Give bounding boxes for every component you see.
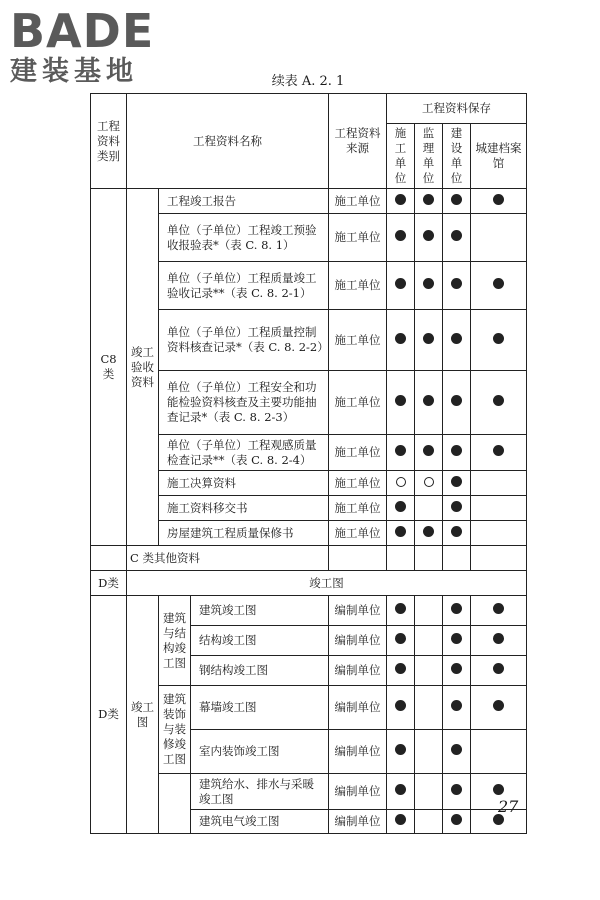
storage-mark-cell bbox=[387, 626, 415, 656]
item-name: 单位（子单位）工程质量控制资料核查记录*（表 C. 8. 2-2） bbox=[159, 310, 329, 371]
storage-mark-cell bbox=[443, 521, 471, 546]
subgroup-cell: 建筑装饰与装修竣工图 bbox=[159, 686, 191, 774]
group-cell: 竣工验收资料 bbox=[127, 189, 159, 546]
item-source: 施工单位 bbox=[329, 371, 387, 435]
empty-cell bbox=[443, 546, 471, 571]
header-storage: 工程资料保存 bbox=[387, 94, 527, 124]
subgroup-cell bbox=[159, 774, 191, 834]
open-circle-icon bbox=[396, 477, 406, 487]
page-number: 27 bbox=[498, 797, 519, 816]
empty-cell bbox=[329, 546, 387, 571]
storage-mark-cell bbox=[387, 656, 415, 686]
storage-mark-cell bbox=[387, 496, 415, 521]
document-table bbox=[90, 93, 527, 834]
storage-mark-cell bbox=[415, 596, 443, 626]
empty-cell bbox=[415, 546, 443, 571]
filled-dot-icon bbox=[423, 395, 434, 406]
storage-mark-cell bbox=[471, 656, 527, 686]
storage-mark-cell bbox=[387, 310, 415, 371]
storage-mark-cell bbox=[471, 626, 527, 656]
storage-mark-cell bbox=[471, 435, 527, 471]
storage-mark-cell bbox=[415, 810, 443, 834]
item-name: 钢结构竣工图 bbox=[191, 656, 329, 686]
item-name: 房屋建筑工程质量保修书 bbox=[159, 521, 329, 546]
filled-dot-icon bbox=[395, 501, 406, 512]
logo-subtitle: 建装基地 bbox=[10, 56, 138, 87]
item-source: 施工单位 bbox=[329, 189, 387, 214]
filled-dot-icon bbox=[451, 501, 462, 512]
filled-dot-icon bbox=[493, 603, 504, 614]
item-source: 编制单位 bbox=[329, 810, 387, 834]
storage-mark-cell bbox=[387, 521, 415, 546]
filled-dot-icon bbox=[493, 333, 504, 344]
filled-dot-icon bbox=[451, 744, 462, 755]
storage-mark-cell bbox=[415, 626, 443, 656]
item-source: 编制单位 bbox=[329, 656, 387, 686]
section-title: 竣工图 bbox=[127, 571, 527, 596]
category-cell: D类 bbox=[91, 596, 127, 834]
storage-mark-cell bbox=[443, 471, 471, 496]
item-name: 建筑给水、排水与采暖竣工图 bbox=[191, 774, 329, 810]
storage-mark-cell bbox=[415, 521, 443, 546]
storage-mark-cell bbox=[415, 262, 443, 310]
table-row bbox=[91, 596, 527, 626]
item-name: 结构竣工图 bbox=[191, 626, 329, 656]
header-unit: 施工单位 bbox=[387, 124, 415, 189]
filled-dot-icon bbox=[451, 663, 462, 674]
storage-mark-cell bbox=[443, 214, 471, 262]
storage-mark-cell bbox=[471, 371, 527, 435]
storage-mark-cell bbox=[443, 774, 471, 810]
storage-mark-cell bbox=[471, 214, 527, 262]
storage-mark-cell bbox=[443, 730, 471, 774]
header-name: 工程资料名称 bbox=[127, 94, 329, 189]
storage-mark-cell bbox=[387, 774, 415, 810]
item-name: 施工资料移交书 bbox=[159, 496, 329, 521]
filled-dot-icon bbox=[451, 278, 462, 289]
item-source: 施工单位 bbox=[329, 496, 387, 521]
filled-dot-icon bbox=[451, 476, 462, 487]
filled-dot-icon bbox=[451, 633, 462, 644]
filled-dot-icon bbox=[451, 395, 462, 406]
storage-mark-cell bbox=[443, 626, 471, 656]
filled-dot-icon bbox=[395, 278, 406, 289]
header-unit: 建设单位 bbox=[443, 124, 471, 189]
filled-dot-icon bbox=[493, 700, 504, 711]
storage-mark-cell bbox=[471, 730, 527, 774]
storage-mark-cell bbox=[443, 262, 471, 310]
storage-mark-cell bbox=[387, 471, 415, 496]
item-name: 施工决算资料 bbox=[159, 471, 329, 496]
storage-mark-cell bbox=[415, 214, 443, 262]
filled-dot-icon bbox=[423, 445, 434, 456]
c-other-label: C 类其他资料 bbox=[127, 546, 329, 571]
storage-mark-cell bbox=[387, 810, 415, 834]
category-cell: C8 类 bbox=[91, 189, 127, 546]
filled-dot-icon bbox=[493, 633, 504, 644]
storage-mark-cell bbox=[415, 774, 443, 810]
storage-mark-cell bbox=[471, 596, 527, 626]
item-source: 施工单位 bbox=[329, 214, 387, 262]
storage-mark-cell bbox=[443, 656, 471, 686]
storage-mark-cell bbox=[415, 189, 443, 214]
category-cell: D类 bbox=[91, 571, 127, 596]
storage-mark-cell bbox=[415, 471, 443, 496]
storage-mark-cell bbox=[415, 371, 443, 435]
storage-mark-cell bbox=[471, 471, 527, 496]
empty-cell bbox=[91, 546, 127, 571]
filled-dot-icon bbox=[423, 333, 434, 344]
filled-dot-icon bbox=[395, 744, 406, 755]
storage-mark-cell bbox=[471, 496, 527, 521]
filled-dot-icon bbox=[451, 814, 462, 825]
item-name: 建筑竣工图 bbox=[191, 596, 329, 626]
storage-mark-cell bbox=[387, 686, 415, 730]
storage-mark-cell bbox=[443, 371, 471, 435]
storage-mark-cell bbox=[471, 310, 527, 371]
storage-mark-cell bbox=[415, 730, 443, 774]
filled-dot-icon bbox=[395, 603, 406, 614]
filled-dot-icon bbox=[423, 278, 434, 289]
header-unit: 城建档案馆 bbox=[471, 124, 527, 189]
item-name: 工程竣工报告 bbox=[159, 189, 329, 214]
empty-cell bbox=[471, 546, 527, 571]
logo-brand: BADE bbox=[10, 4, 155, 58]
storage-mark-cell bbox=[387, 596, 415, 626]
filled-dot-icon bbox=[451, 526, 462, 537]
storage-mark-cell bbox=[387, 371, 415, 435]
filled-dot-icon bbox=[395, 333, 406, 344]
storage-mark-cell bbox=[387, 730, 415, 774]
subgroup-cell: 建筑与结构竣工图 bbox=[159, 596, 191, 686]
filled-dot-icon bbox=[395, 663, 406, 674]
group-cell: 竣工图 bbox=[127, 596, 159, 834]
item-name: 单位（子单位）工程观感质量检查记录**（表 C. 8. 2-4） bbox=[159, 435, 329, 471]
storage-mark-cell bbox=[471, 686, 527, 730]
filled-dot-icon bbox=[395, 784, 406, 795]
storage-mark-cell bbox=[443, 596, 471, 626]
item-source: 施工单位 bbox=[329, 310, 387, 371]
storage-mark-cell bbox=[415, 310, 443, 371]
item-source: 施工单位 bbox=[329, 262, 387, 310]
storage-mark-cell bbox=[471, 521, 527, 546]
storage-mark-cell bbox=[415, 686, 443, 730]
table-row bbox=[91, 189, 527, 214]
storage-mark-cell bbox=[415, 656, 443, 686]
item-source: 编制单位 bbox=[329, 626, 387, 656]
storage-mark-cell bbox=[387, 435, 415, 471]
item-name: 建筑电气竣工图 bbox=[191, 810, 329, 834]
filled-dot-icon bbox=[493, 663, 504, 674]
empty-cell bbox=[387, 546, 415, 571]
filled-dot-icon bbox=[395, 445, 406, 456]
storage-mark-cell bbox=[415, 435, 443, 471]
filled-dot-icon bbox=[451, 194, 462, 205]
header-source: 工程资料来源 bbox=[329, 94, 387, 189]
item-source: 施工单位 bbox=[329, 435, 387, 471]
filled-dot-icon bbox=[395, 230, 406, 241]
storage-mark-cell bbox=[471, 189, 527, 214]
filled-dot-icon bbox=[395, 395, 406, 406]
filled-dot-icon bbox=[395, 700, 406, 711]
table-caption: 续表 A. 2. 1 bbox=[271, 74, 345, 89]
filled-dot-icon bbox=[423, 526, 434, 537]
storage-mark-cell bbox=[415, 496, 443, 521]
storage-mark-cell bbox=[387, 189, 415, 214]
storage-mark-cell bbox=[443, 686, 471, 730]
filled-dot-icon bbox=[451, 445, 462, 456]
item-source: 编制单位 bbox=[329, 774, 387, 810]
item-name: 单位（子单位）工程质量竣工验收记录**（表 C. 8. 2-1） bbox=[159, 262, 329, 310]
item-source: 施工单位 bbox=[329, 521, 387, 546]
filled-dot-icon bbox=[493, 395, 504, 406]
filled-dot-icon bbox=[395, 526, 406, 537]
filled-dot-icon bbox=[395, 814, 406, 825]
item-source: 编制单位 bbox=[329, 686, 387, 730]
item-source: 施工单位 bbox=[329, 471, 387, 496]
table-row bbox=[91, 546, 527, 571]
filled-dot-icon bbox=[493, 784, 504, 795]
storage-mark-cell bbox=[471, 262, 527, 310]
storage-mark-cell bbox=[443, 435, 471, 471]
filled-dot-icon bbox=[423, 194, 434, 205]
filled-dot-icon bbox=[395, 633, 406, 644]
item-source: 编制单位 bbox=[329, 596, 387, 626]
item-name: 室内装饰竣工图 bbox=[191, 730, 329, 774]
filled-dot-icon bbox=[493, 445, 504, 456]
filled-dot-icon bbox=[451, 333, 462, 344]
filled-dot-icon bbox=[451, 603, 462, 614]
filled-dot-icon bbox=[423, 230, 434, 241]
storage-mark-cell bbox=[443, 189, 471, 214]
open-circle-icon bbox=[424, 477, 434, 487]
item-name: 单位（子单位）工程竣工预验收报验表*（表 C. 8. 1） bbox=[159, 214, 329, 262]
storage-mark-cell bbox=[387, 214, 415, 262]
filled-dot-icon bbox=[451, 784, 462, 795]
filled-dot-icon bbox=[451, 230, 462, 241]
storage-mark-cell bbox=[443, 496, 471, 521]
storage-mark-cell bbox=[443, 310, 471, 371]
header-unit: 监理单位 bbox=[415, 124, 443, 189]
item-name: 单位（子单位）工程安全和功能检验资料核查及主要功能抽查记录*（表 C. 8. 2-3） bbox=[159, 371, 329, 435]
item-source: 编制单位 bbox=[329, 730, 387, 774]
storage-mark-cell bbox=[387, 262, 415, 310]
filled-dot-icon bbox=[493, 278, 504, 289]
filled-dot-icon bbox=[451, 700, 462, 711]
filled-dot-icon bbox=[493, 194, 504, 205]
table-body bbox=[91, 94, 527, 834]
table-row bbox=[91, 571, 527, 596]
storage-mark-cell bbox=[443, 810, 471, 834]
header-category: 工程资料类别 bbox=[91, 94, 127, 189]
filled-dot-icon bbox=[395, 194, 406, 205]
item-name: 幕墙竣工图 bbox=[191, 686, 329, 730]
